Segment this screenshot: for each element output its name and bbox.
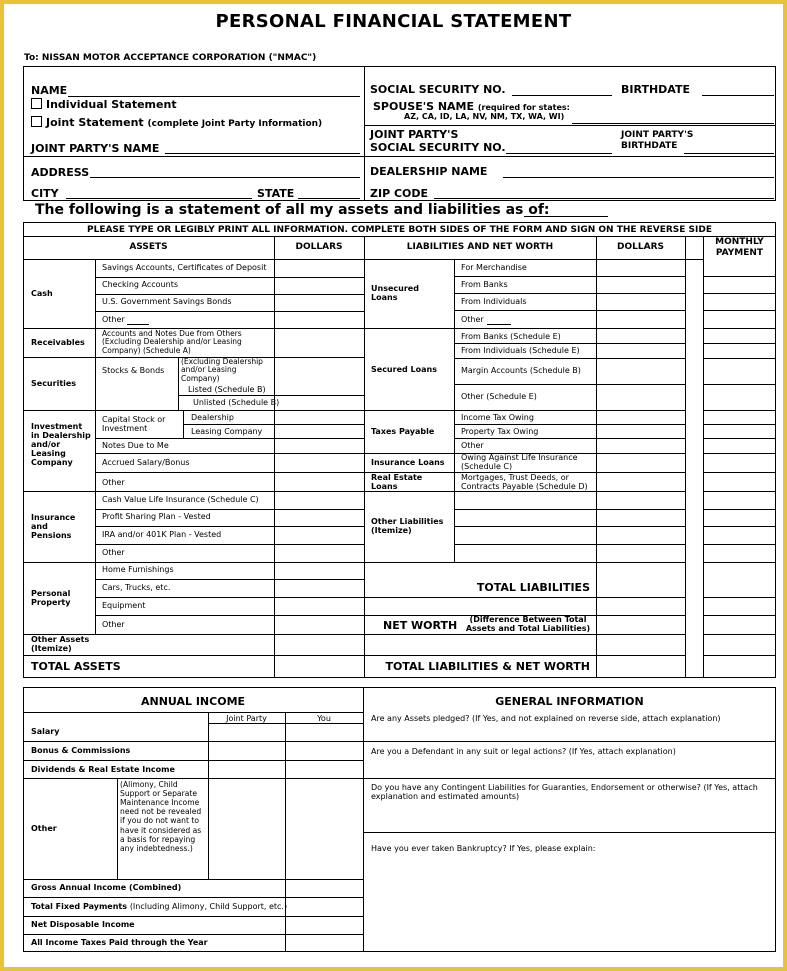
- other-income-note: (Alimony, Child Support or Separate Maintenance Income need not be revealed if you do not want to have it considered as a basis for repaying any indebtedness.): [120, 780, 202, 853]
- notes-due-item: Notes Due to Me: [102, 441, 169, 450]
- net-worth-note: (Difference Between Total Assets and Total Liabilities): [465, 615, 591, 633]
- joint-party-name-label: JOINT PARTY'S NAME: [31, 142, 160, 155]
- investment-category: Investment in Dealership and/or Leasing Company: [31, 422, 91, 467]
- name-label: NAME: [31, 84, 68, 97]
- securities-category: Securities: [31, 379, 77, 388]
- question-assets-pledged: Are any Assets pledged? (If Yes, and not explained on reverse side, attach explanation): [371, 714, 721, 723]
- secured-loans-category: Secured Loans: [371, 365, 437, 374]
- net-disposable-label: Net Disposable Income: [31, 920, 135, 929]
- joint-party-name-field[interactable]: [167, 141, 358, 152]
- assets-header: ASSETS: [129, 242, 168, 252]
- city-field[interactable]: [68, 186, 250, 197]
- cash-item-savings: Savings Accounts, Certificates of Deposit: [102, 263, 267, 272]
- you-col: You: [317, 714, 331, 723]
- tax-item-other: Other: [461, 441, 484, 450]
- insurance-category: Insurance and Pensions: [31, 513, 76, 540]
- individual-checkbox[interactable]: [31, 98, 42, 109]
- unsecured-item-banks: From Banks: [461, 280, 508, 289]
- dividends-label: Dividends & Real Estate Income: [31, 765, 175, 774]
- question-defendant: Are you a Defendant in any suit or legal actions? (If Yes, attach explanation): [371, 747, 676, 756]
- personal-property-category: Personal Property: [31, 589, 71, 607]
- stocks-bonds-item: Stocks & Bonds: [102, 366, 165, 375]
- address-field[interactable]: [92, 165, 358, 176]
- state-field[interactable]: [300, 186, 358, 197]
- receivables-item: Accounts and Notes Due from Others (Excluding Dealership and/or Leasing Company) (Schedule A): [102, 329, 242, 355]
- total-assets-label: TOTAL ASSETS: [31, 660, 121, 673]
- question-contingent-liabilities: Do you have any Contingent Liabilities for Guaranties, Endorsement or otherwise? (If Yes, attach explanation and estimated amounts): [371, 783, 758, 801]
- cash-item-other: Other: [102, 315, 125, 324]
- tax-item-property: Property Tax Owing: [461, 427, 539, 436]
- general-information-title: GENERAL INFORMATION: [495, 695, 644, 708]
- ssn-field[interactable]: [514, 83, 610, 94]
- joint-party-ssn-field[interactable]: [508, 141, 610, 152]
- cash-item-checking: Checking Accounts: [102, 280, 178, 289]
- insurance-loans-category: Insurance Loans: [371, 458, 445, 467]
- birthdate-label: BIRTHDATE: [621, 83, 690, 96]
- other-assets-category: Other Assets (Itemize): [31, 635, 90, 653]
- salary-label: Salary: [31, 727, 60, 736]
- capital-stock-item: Capital Stock or Investment: [102, 415, 166, 433]
- form-title: PERSONAL FINANCIAL STATEMENT: [215, 11, 572, 32]
- statement-as-of-line: The following is a statement of all my assets and liabilities as of:: [35, 202, 550, 218]
- monthly-header-1: MONTHLY: [715, 237, 764, 247]
- insurance-item-profit-sharing: Profit Sharing Plan - Vested: [102, 512, 211, 521]
- bonus-label: Bonus & Commissions: [31, 746, 131, 755]
- monthly-header-2: PAYMENT: [715, 248, 764, 258]
- leasing-company-item: Leasing Company: [191, 427, 263, 436]
- dollars-header-liabilities: DOLLARS: [617, 242, 664, 252]
- income-taxes-label: All Income Taxes Paid through the Year: [31, 938, 208, 947]
- joint-party-ssn-label-2: SOCIAL SECURITY NO.: [370, 141, 506, 154]
- liabilities-networth-header: LIABILITIES AND NET WORTH: [406, 242, 554, 252]
- unsecured-loans-category: Unsecured Loans: [371, 284, 419, 302]
- insurance-item-other: Other: [102, 548, 125, 557]
- annual-income-title: ANNUAL INCOME: [140, 695, 246, 708]
- dollars-header-assets: DOLLARS: [295, 242, 343, 252]
- state-label: STATE: [257, 187, 295, 200]
- receivables-category: Receivables: [31, 338, 85, 347]
- to-line: To: NISSAN MOTOR ACCEPTANCE CORPORATION ("NMAC"): [24, 53, 317, 63]
- birthdate-field[interactable]: [703, 83, 773, 94]
- city-label: CITY: [31, 187, 59, 200]
- zip-field[interactable]: [436, 186, 772, 197]
- excluding-note: (Excluding Dealership and/or Leasing Company): [181, 357, 263, 383]
- joint-party-bd-field[interactable]: [686, 141, 772, 152]
- address-label: ADDRESS: [31, 166, 90, 179]
- insurance-item-ira: IRA and/or 401K Plan - Vested: [102, 530, 222, 539]
- spouse-name-field[interactable]: [574, 110, 772, 121]
- secured-item-individuals: From Individuals (Schedule E): [461, 346, 580, 355]
- question-bankruptcy: Have you ever taken Bankruptcy? If Yes, please explain:: [371, 844, 596, 853]
- cash-item-bonds: U.S. Government Savings Bonds: [102, 297, 232, 306]
- joint-checkbox[interactable]: [31, 116, 42, 127]
- insurance-loans-item: Owing Against Life Insurance (Schedule C): [461, 453, 578, 471]
- total-liabilities-label: TOTAL LIABILITIES: [476, 581, 590, 594]
- individual-statement-option[interactable]: Individual Statement: [31, 98, 177, 110]
- secured-item-banks: From Banks (Schedule E): [461, 332, 561, 341]
- dealership-item: Dealership: [191, 413, 234, 422]
- dealership-name-label: DEALERSHIP NAME: [370, 165, 488, 178]
- name-field[interactable]: [70, 84, 358, 95]
- secured-item-margin: Margin Accounts (Schedule B): [461, 366, 581, 375]
- real-estate-loans-category: Real Estate Loans: [371, 473, 423, 491]
- other-liabilities-category: Other Liabilities (Itemize): [371, 517, 444, 535]
- unlisted-item: Unlisted (Schedule B): [193, 398, 280, 407]
- personal-item-cars: Cars, Trucks, etc.: [102, 583, 171, 592]
- unsecured-item-other: Other: [461, 315, 484, 324]
- tax-item-income: Income Tax Owing: [461, 413, 534, 422]
- instructions: PLEASE TYPE OR LEGIBLY PRINT ALL INFORMATION. COMPLETE BOTH SIDES OF THE FORM AND SIGN ON THE REVERSE SIDE: [86, 225, 712, 235]
- unsecured-item-merchandise: For Merchandise: [461, 263, 527, 272]
- gross-income-label: Gross Annual Income (Combined): [31, 883, 182, 892]
- unsecured-item-individuals: From Individuals: [461, 297, 527, 306]
- joint-statement-option[interactable]: Joint Statement (complete Joint Party Information): [31, 116, 322, 129]
- secured-item-other: Other (Schedule E): [461, 392, 537, 401]
- cash-category: Cash: [31, 289, 53, 298]
- joint-party-col: Joint Party: [226, 714, 267, 723]
- listed-item: Listed (Schedule B): [188, 385, 266, 394]
- ssn-label: SOCIAL SECURITY NO.: [370, 83, 506, 96]
- real-estate-loans-item: Mortgages, Trust Deeds, or Contracts Payable (Schedule D): [461, 473, 588, 491]
- taxes-payable-category: Taxes Payable: [371, 427, 435, 436]
- personal-item-equipment: Equipment: [102, 601, 146, 610]
- personal-item-other: Other: [102, 620, 125, 629]
- joint-party-bd-label-1: JOINT PARTY'S: [621, 130, 694, 140]
- accrued-salary-item: Accrued Salary/Bonus: [102, 458, 190, 467]
- insurance-item-cash-value: Cash Value Life Insurance (Schedule C): [102, 495, 259, 504]
- other-income-label: Other: [31, 824, 57, 833]
- joint-party-ssn-label-1: JOINT PARTY'S: [370, 128, 459, 141]
- investment-other-item: Other: [102, 478, 125, 487]
- personal-item-home: Home Furnishings: [102, 565, 174, 574]
- total-liab-networth-label: TOTAL LIABILITIES & NET WORTH: [385, 660, 590, 673]
- as-of-date-field[interactable]: [526, 204, 606, 215]
- fixed-payments-label: Total Fixed Payments (Including Alimony, Child Support, etc.): [31, 902, 288, 911]
- net-worth-label: NET WORTH: [383, 619, 458, 632]
- zip-label: ZIP CODE: [370, 187, 429, 200]
- dealership-name-field[interactable]: [505, 165, 772, 176]
- spouse-states: AZ, CA, ID, LA, NV, NM, TX, WA, WI): [404, 112, 565, 121]
- spouse-name-label: SPOUSE'S NAME (required for states:: [373, 100, 570, 113]
- joint-party-bd-label-2: BIRTHDATE: [621, 141, 678, 151]
